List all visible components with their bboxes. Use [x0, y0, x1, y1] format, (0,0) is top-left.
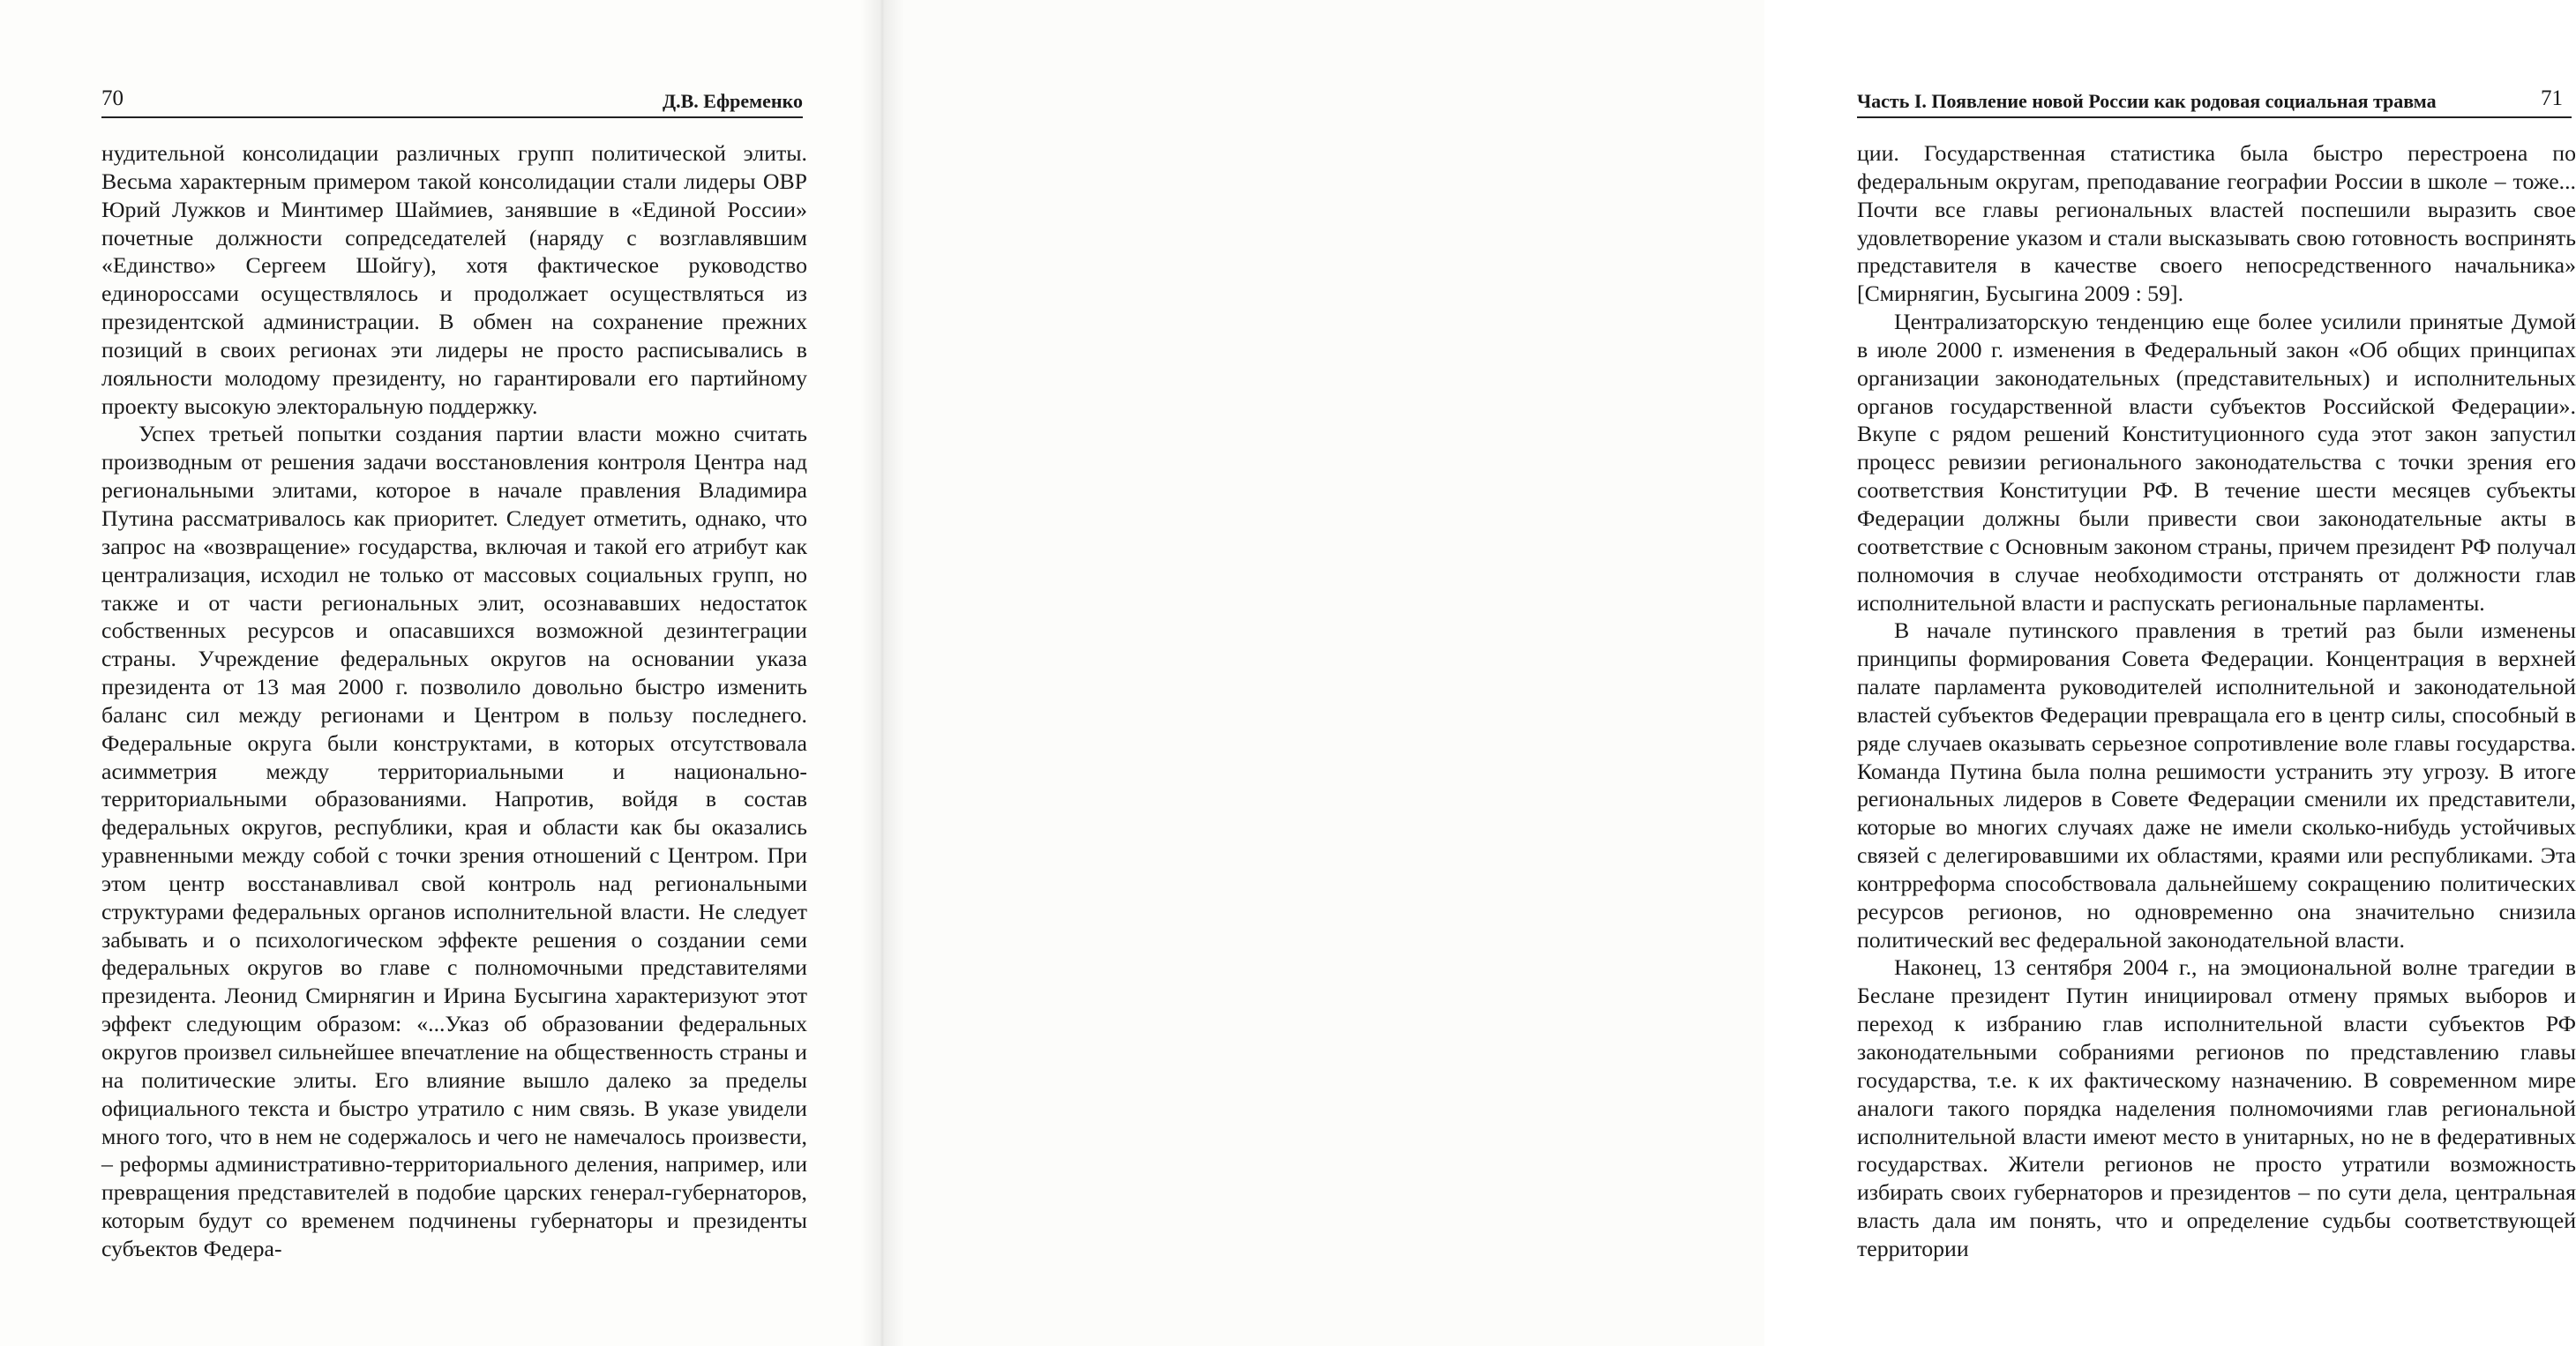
- left-running-head: Д.В. Ефременко: [662, 90, 803, 112]
- left-page-number: 70: [101, 86, 124, 110]
- left-paragraph-2: Успех третьей попытки создания партии власти можно считать производным от решения задачи восстановления контроля Центра над региональными элитами, которое в начале правления Владимира Путина рассматривалось как приоритет. Следует отметить, однако, что запрос на «возвращение» государства, включая и такой его атрибут как централизация, исходил не только от массовых социальных групп, но также и от части региональных элит, осознававших недостаток собственных ресурсов и опасавшихся возможной дезинтеграции страны. Учреждение федеральных округов на основании указа президента от 13 мая 2000 г. позволило довольно быстро изменить баланс сил между регионами и Центром в пользу последнего. Федеральные округа были конструктами, в которых отсутствовала асимметрия между территориальными и национально-территориальными образованиями. Напротив, войдя в состав федеральных округов, республики, края и области как бы оказались уравненными между собой с точки зрения отношений с Центром. При этом центр восстанавливал свой контроль над региональными структурами федеральных органов исполнительной власти. Не следует забывать и о психологическом эффекте решения о создании семи федеральных округов во главе с полномочными представителями президента. Леонид Смирнягин и Ирина Бусыгина характеризуют этот эффект следующим образом: «...Указ об образовании федеральных округов произвел сильнейшее впечатление на общественность страны и на политические элиты. Его влияние вышло далеко за пределы официального текста и быстро утратило с ним связь. В указе увидели много того, что в нем не содержалось и чего не намечалось произвести, – реформы административно-территориального деления, например, или превращения представителей в подобие царских генерал-губернаторов, которым будут со временем подчинены губернаторы и президенты субъектов Федера-: [101, 421, 807, 1261]
- book-gutter: [860, 0, 904, 1346]
- right-paragraph-3: В начале путинского правления в третий раз были изменены принципы формирования Совета Федерации. Концентрация в верхней палате парламента руководителей исполнительной и законодательной властей субъектов Федерации превращала его в центр силы, способный в ряде случаев оказывать серьезное сопротивление воле главы государства. Команда Путина была полна решимости устранить эту угрозу. В итоге региональных лидеров в Совете Федерации сменили их представители, которые во многих случаях даже не имели сколько-нибудь устойчивых связей с делегировавшими их областями, краями или республиками. Эта контрреформа способствовала дальнейшему сокращению политических ресурсов регионов, но одновременно она значительно снизила политический вес федеральной законодательной власти.: [1857, 617, 2576, 953]
- right-page-header: [1857, 81, 2572, 118]
- right-page: [882, 0, 2576, 1346]
- right-paragraph-4: Наконец, 13 сентября 2004 г., на эмоциональной волне трагедии в Беслане президент Путин инициировал отмену прямых выборов и переход к избранию глав исполнительной власти субъектов РФ законодательными собраниями регионов по представлению главы государства, т.е. к их фактическому назначению. В современном мире аналоги такого порядка наделения полномочиями глав региональной исполнительной власти имеют место в унитарных, но не в федеративных государствах. Жители регионов не просто утратили возможность избирать своих губернаторов и президентов – по сути дела, центральная власть дала им понять, что и определение судьбы соответствующей территории: [1857, 954, 2576, 1261]
- right-paragraph-2: Централизаторскую тенденцию еще более усилили принятые Думой в июле 2000 г. изменения в Федеральный закон «Об общих принципах организации законодательных (представительных) и исполнительных органов государственной власти субъектов Российской Федерации». Вкупе с рядом решений Конституционного суда этот закон запустил процесс ревизии регионального законодательства с точки зрения его соответствия Конституции РФ. В течение шести месяцев субъекты Федерации должны были привести свои законодательные акты в соответствие с Основным законом страны, причем президент РФ получал полномочия в случае необходимости отстранять от должности глав исполнительной власти и распускать региональные парламенты.: [1857, 309, 2576, 616]
- right-page-body: [1857, 139, 2576, 1263]
- right-page-number: 71: [2541, 86, 2563, 110]
- right-running-head: Часть I. Появление новой России как родовая социальная травма: [1857, 90, 2437, 112]
- right-paragraph-1: ции. Государственная статистика была быстро перестроена по федеральным округам, преподавание географии России в школе – тоже... Почти все главы региональных властей поспешили выразить свое удовлетворение указом и стали высказывать свою готовность воспринять представителя в качестве своего непосредственного начальника» [Смирнягин, Бусыгина 2009 : 59].: [1857, 140, 2576, 307]
- left-page: [0, 0, 882, 1346]
- left-paragraph-1: нудительной консолидации различных групп политической элиты. Весьма характерным примером такой консолидации стали лидеры ОВР Юрий Лужков и Минтимер Шаймиев, занявшие в «Единой России» почетные должности сопредседателей (наряду с возглавлявшим «Единство» Сергеем Шойгу), хотя фактическое руководство единороссами осуществлялось и продолжает осуществляться из президентской администрации. В обмен на сохранение прежних позиций в своих регионах эти лидеры не просто расписывались в лояльности молодому президенту, но гарантировали его партийному проекту высокую электоральную поддержку.: [101, 140, 807, 419]
- left-page-body: [101, 139, 807, 1263]
- left-page-header: [101, 81, 803, 118]
